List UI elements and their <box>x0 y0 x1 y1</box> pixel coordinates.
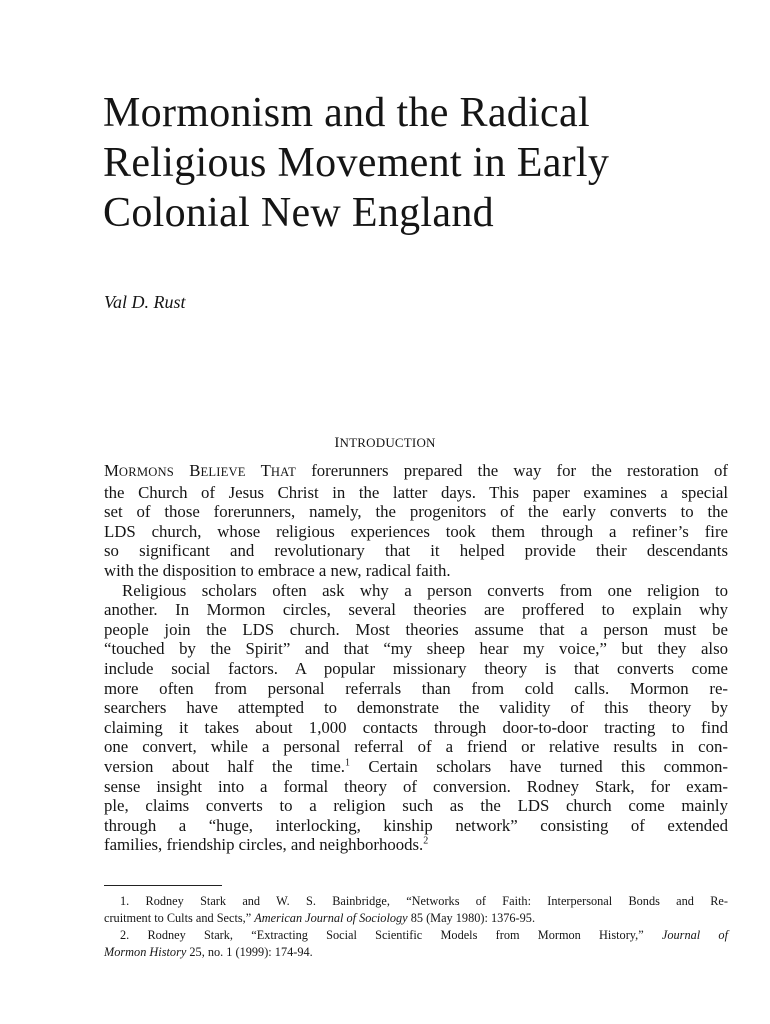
paragraph-2-line: ple, claims converts to a religion such as the LDS church come mainly <box>104 796 728 816</box>
paragraph-2-line: claiming it takes about 1,000 contacts through door-to-door tracting to find <box>104 717 728 737</box>
footnote-1-line-2 <box>104 910 728 927</box>
footnotes <box>104 893 728 961</box>
paragraph-2-line: another. In Mormon circles, several theories are proffered to explain why <box>104 600 728 620</box>
paragraph-2-line: sense insight into a formal theory of conversion. Rodney Stark, for exam- <box>104 776 728 796</box>
footnote-1-journal: American Journal of Sociology <box>254 911 408 925</box>
footnote-divider <box>104 885 222 886</box>
paragraph-2-line: people join the LDS church. Most theories assume that a person must be <box>104 619 728 639</box>
paragraph-2-line: searchers have attempted to demonstrate the validity of this theory by <box>104 698 728 718</box>
paragraph-2-line <box>104 757 728 777</box>
paragraph-1-line: the Church of Jesus Christ in the latter days. This paper examines a special <box>104 482 728 502</box>
paragraph-2-last-line-text: families, friendship circles, and neighborhoods. <box>104 835 424 855</box>
footnote-ref-2[interactable]: 2 <box>423 835 429 847</box>
footnote-1 <box>104 893 728 927</box>
author-name: Val D. Rust <box>104 292 186 312</box>
paragraph-1-line: LDS church, whose religious experiences took them through a refiner’s fire <box>104 521 728 541</box>
paragraph-2-line: one convert, while a personal referral of a friend or relative results in con- <box>104 737 728 757</box>
paragraph-1-line-1-tail: forerunners prepared the way for the restoration of <box>311 461 728 480</box>
paragraph-1-line: with the disposition to embrace a new, radical faith. <box>104 560 451 580</box>
paragraph-2-line: through a “huge, interlocking, kinship network” consisting of extended <box>104 815 728 835</box>
paragraph-1-line-1 <box>104 461 728 483</box>
smallcaps-rest-3: HAT <box>270 465 296 479</box>
smallcaps-initial-3: T <box>260 461 271 480</box>
footnote-ref-1[interactable]: 1 <box>344 757 350 769</box>
paragraph-2-line-10-after: Certain scholars have turned this common- <box>349 756 728 776</box>
title-line-3: Colonial New England <box>103 190 494 236</box>
footnote-1-citation: 85 (May 1980): 1376-95. <box>407 911 536 925</box>
paragraph-1-line: set of those forerunners, namely, the progenitors of the early converts to the <box>104 502 728 522</box>
smallcaps-initial-1: M <box>104 461 119 480</box>
paragraph-2-line: “touched by the Spirit” and that “my sheep hear my voice,” but they also <box>104 639 728 659</box>
paragraph-1-line: so significant and revolutionary that it helped provide their descendants <box>104 541 728 561</box>
title-line-2: Religious Movement in Early <box>103 140 610 186</box>
footnote-1-text: cruitment to Cults and Sects,” <box>104 911 255 925</box>
footnote-2-journal-part-1: Journal of <box>661 928 728 942</box>
section-heading-introduction <box>0 435 770 452</box>
title-line-1: Mormonism and the Radical <box>103 90 590 136</box>
smallcaps-initial-2: B <box>189 461 201 480</box>
paragraph-1 <box>104 461 728 581</box>
footnote-1-line-1: 1. Rodney Stark and W. S. Bainbridge, “Networks of Faith: Interpersonal Bonds and Re- <box>120 894 728 908</box>
section-heading-rest: NTRODUCTION <box>339 435 436 450</box>
article-title <box>103 88 723 238</box>
section-heading-initial: I <box>334 435 340 451</box>
paragraph-2-line <box>104 835 728 855</box>
footnote-2-citation: 25, no. 1 (1999): 174-94. <box>186 945 313 959</box>
footnote-2-text: 2. Rodney Stark, “Extracting Social Scientific Models from Mormon History,” <box>120 928 662 942</box>
paragraph-2-line: more often from personal referrals than from cold calls. Mormon re- <box>104 678 728 698</box>
footnote-2-journal-part-2: Mormon History <box>104 945 187 959</box>
paragraph-2-line-10-before: version about half the time. <box>104 756 345 776</box>
footnote-2 <box>104 927 728 961</box>
paragraph-2-line: Religious scholars often ask why a person converts from one religion to <box>122 580 728 600</box>
footnote-2-line-2 <box>104 944 728 961</box>
smallcaps-rest-2: ELIEVE <box>200 465 246 479</box>
paragraph-2 <box>104 581 728 855</box>
smallcaps-rest-1: ORMONS <box>118 465 175 479</box>
body-text <box>104 461 728 855</box>
paragraph-2-line: include social factors. A popular missionary theory is that converts come <box>104 658 728 678</box>
footnote-2-line-1 <box>104 927 728 944</box>
